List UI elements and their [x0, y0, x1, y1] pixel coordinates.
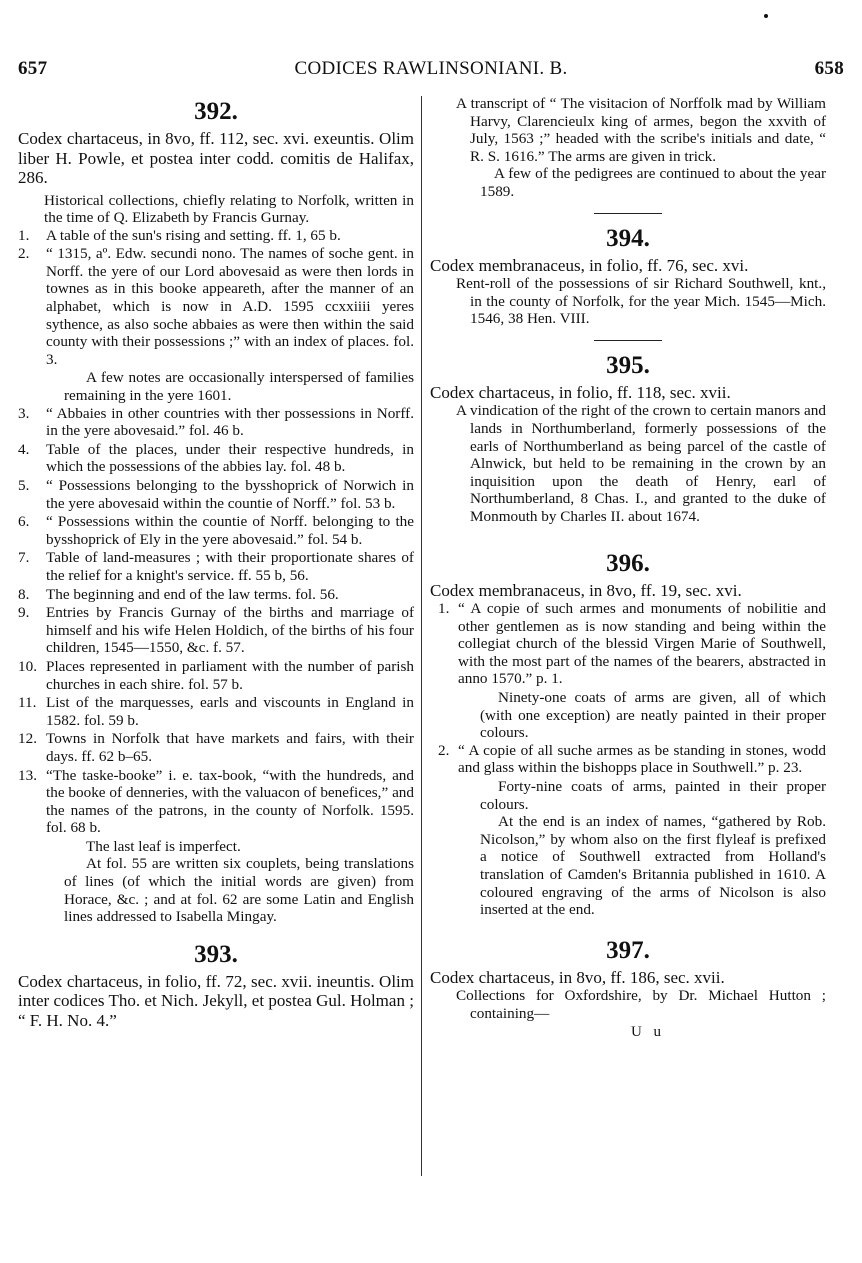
list-item: 4. Table of the places, under their respective hundreds, in which the possessions of the abbies lay. fol. 48 b.	[18, 440, 414, 476]
entry-summary-394: Rent-roll of the possessions of sir Richard Southwell, knt., in the county of Norfolk, for the year Mich. 1545—Mich. 1546, 38 Hen. VIII.	[456, 275, 826, 328]
signature-mark: U u	[630, 1024, 666, 1041]
codex-description-394: Codex membranaceus, in folio, ff. 76, sec. xvi.	[430, 255, 749, 275]
page-number-left: 657	[18, 58, 48, 79]
list-item: 3. “ Abbaies in other countries with ther possessions in Norff. in the yere abovesaid.” fol. 46 b.	[18, 404, 414, 440]
entry-number-392: 392.	[194, 98, 238, 125]
entry-number-397: 397.	[606, 936, 650, 964]
list-item: 7. Table of land-measures ; with their proportionate shares of the relief for a knight's service. ff. 55 b, 56.	[18, 549, 414, 584]
codex-description-393: Codex chartaceus, in folio, ff. 72, sec. xvii. ineuntis. Olim inter codices Tho. et Nich. Jekyll, et postea Gul. Holman ; “ F. H. No. 4.”	[18, 971, 414, 1030]
entry-number-394: 394.	[606, 224, 650, 252]
left-column	[18, 95, 414, 1030]
right-column	[430, 95, 826, 1041]
item-note: Forty-nine coats of arms, painted in their proper colours.	[480, 777, 826, 813]
item-note: At the end is an index of names, “gathered by Rob. Nicolson,” by whom also on the first flyleaf is prefixed a notice of Southwell extracted from Holland's translation of Camden's Britannia published in 1610. A coloured engraving of the arms of Nicolson is also inserted at the end.	[480, 813, 826, 919]
list-item: 5. “ Possessions belonging to the bysshoprick of Norwich in the yere abovesaid within the countie of Norff.” fol. 53 b.	[18, 477, 414, 512]
item-note: A few notes are occasionally interspersed of families remaining in the yere 1601.	[64, 369, 414, 405]
entry-number-395: 395.	[606, 351, 650, 379]
entry-number-396: 396.	[606, 549, 650, 577]
page-title: CODICES RAWLINSONIANI. B.	[294, 58, 568, 79]
list-item: 2. “ 1315, aº. Edw. secundi nono. The names of soche gent. in Norff. the yere of our Lord abovesaid as were then lords in townes as in this booke appeareth, after the manner of an alphabet, which is now in A.D. 1595 ccxxiiii yeres sythence, as also soche abbaies as were then within the said county with their possessions ;” with an index of places. fol. 3.	[18, 245, 414, 368]
list-item: 11. List of the marquesses, earls and viscounts in England in 1582. fol. 59 b.	[18, 694, 414, 729]
list-item: 9. Entries by Francis Gurnay of the births and marriage of himself and his wife Helen Holdich, of the births of his four children, 1545—1550, &c. f. 57.	[18, 604, 414, 657]
list-item: 2. “ A copie of all suche armes as be standing in stones, wodd and glass within the bishopps place in Southwell.” p. 23.	[438, 741, 826, 777]
entry-number-393: 393.	[194, 940, 238, 968]
entry-summary-392: Historical collections, chiefly relating to Norfolk, written in the time of Q. Elizabeth by Francis Gurnay.	[44, 191, 414, 227]
codex-description-397: Codex chartaceus, in 8vo, ff. 186, sec. xvii.	[430, 967, 725, 987]
list-item: 10. Places represented in parliament with the number of parish churches in each shire. fol. 57 b.	[18, 657, 414, 693]
list-item: 1. “ A copie of such armes and monuments of nobilitie and other gentlemen as is now standing and being within the collegiat church of the blessid Virgen Marie of Southwell, with the most part of the names of the bearers, abstracted in anno 1570.” p. 1.	[438, 600, 826, 688]
codex-description-396: Codex membranaceus, in 8vo, ff. 19, sec. xvi.	[430, 580, 742, 600]
running-head	[18, 58, 844, 86]
item-note: Ninety-one coats of arms are given, all of which (with one exception) are neatly painted in their proper colours.	[480, 688, 826, 742]
separator-rule	[594, 340, 662, 341]
entry-note-393: A few of the pedigrees are continued to about the year 1589.	[480, 165, 826, 200]
list-item: 13. “The taske-booke” i. e. tax-book, “with the hundreds, and the booke of denneries, with the valuacon of benefices,” and the names of the patrons, in the county of Norfolk. 1595. fol. 68 b.	[18, 766, 414, 837]
item-note: At fol. 55 are written six couplets, being translations of lines (of which the initial words are given) from Horace, &c. ; and at fol. 62 are some Latin and English lines addressed to Isabella Mingay.	[64, 855, 414, 926]
list-item: 8. The beginning and end of the law terms. fol. 56.	[18, 585, 339, 603]
separator-rule	[594, 538, 662, 539]
codex-description-395: Codex chartaceus, in folio, ff. 118, sec. xvii.	[430, 382, 731, 402]
column-divider	[421, 96, 422, 1176]
list-item: 6. “ Possessions within the countie of Norff. belonging to the bysshoprick of Ely in the yere abovesaid.” fol. 54 b.	[18, 513, 414, 548]
item-note: The last leaf is imperfect.	[86, 837, 241, 855]
entry-summary-395: A vindication of the right of the crown to certain manors and lands in Northumberland, formerly possessions of the earls of Northumberland as being parcel of the castle of Alnwick, but held to be remaining in the crown by an inquisition upon the death of Henry, earl of Northumberland, 8 Chas. I., and granted to the duke of Monmouth by Charles II. about 1674.	[456, 402, 826, 525]
codex-description-392: Codex chartaceus, in 8vo, ff. 112, sec. xvi. exeuntis. Olim liber H. Powle, et postea inter codd. comitis de Halifax, 286.	[18, 129, 414, 187]
separator-rule	[594, 931, 662, 932]
printer-mark	[764, 14, 768, 18]
list-item: 1. A table of the sun's rising and setting. ff. 1, 65 b.	[18, 226, 341, 244]
separator-rule	[594, 213, 662, 214]
entry-summary-397: Collections for Oxfordshire, by Dr. Michael Hutton ; containing—	[456, 987, 826, 1022]
list-item: 12. Towns in Norfolk that have markets and fairs, with their days. ff. 62 b–65.	[18, 730, 414, 765]
entry-summary-393: A transcript of “ The visitacion of Norffolk mad by William Harvy, Clarencieulx king of armes, begon the xxvith of July, 1563 ;” headed with the scribe's initials and date, “ R. S. 1616.” The arms are given in trick.	[456, 95, 826, 165]
page-number-right: 658	[814, 58, 844, 79]
